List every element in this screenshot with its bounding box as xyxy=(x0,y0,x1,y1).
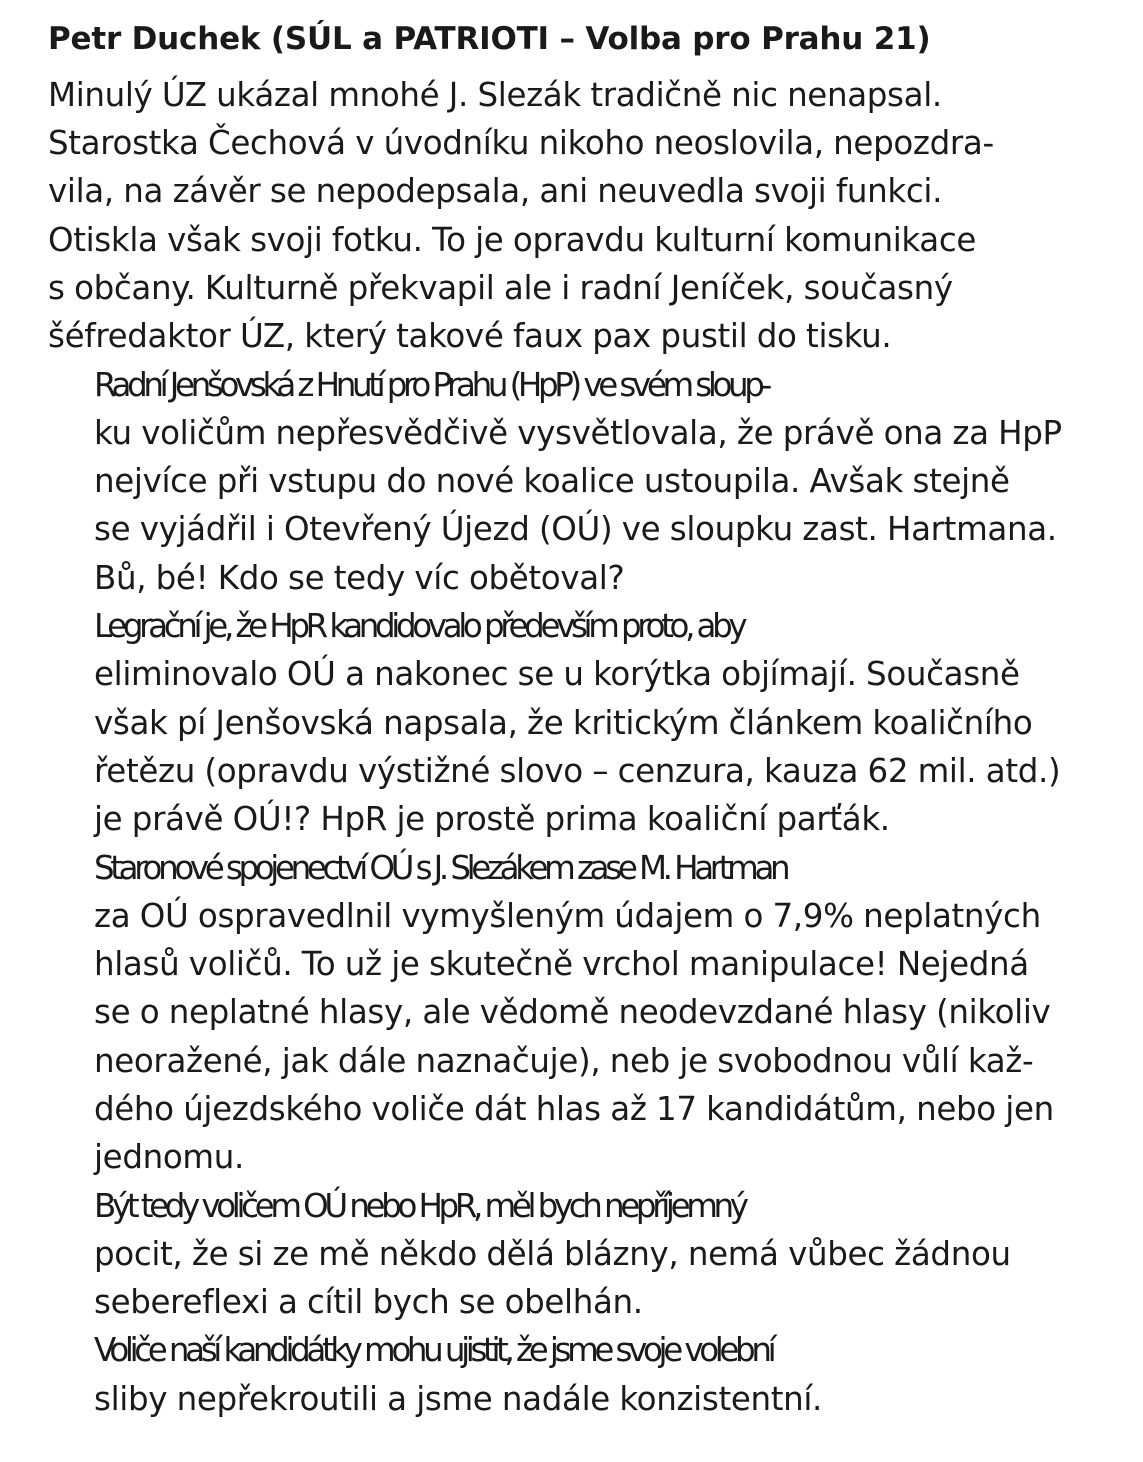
paragraph-line: jednomu. xyxy=(94,1138,244,1177)
paragraph-line: sliby nepřekroutili a jsme nadále konzistentní. xyxy=(94,1379,823,1418)
article-paragraph xyxy=(48,361,1118,602)
paragraph-line: Starostka Čechová v úvodníku nikoho neoslovila, nepozdra- xyxy=(48,124,994,163)
paragraph-line: eliminovalo OÚ a nakonec se u korýtka objímají. Současně xyxy=(94,655,1020,694)
paragraph-line: ku voličům nepřesvědčivě vysvětlovala, že právě ona za HpP xyxy=(94,413,1062,452)
article-paragraph xyxy=(48,844,1118,1182)
paragraph-line: však pí Jenšovská napsala, že kritickým článkem koaličního xyxy=(94,703,1033,742)
article xyxy=(48,20,1118,1423)
paragraph-line: řetězu (opravdu výstižné slovo – cenzura, kauza 62 mil. atd.) xyxy=(94,751,1061,790)
paragraph-line: dého újezdského voliče dát hlas až 17 kandidátům, nebo jen xyxy=(94,1089,1054,1128)
paragraph-line: Otiskla však svoji fotku. To je opravdu kulturní komunikace xyxy=(48,220,977,259)
paragraph-line: Bů, bé! Kdo se tedy víc obětoval? xyxy=(94,558,625,597)
article-paragraph xyxy=(48,1326,1118,1423)
paragraph-line: Radní Jenšovská z Hnutí pro Prahu (HpP) ve svém sloup- xyxy=(94,365,768,404)
article-paragraph xyxy=(48,602,1118,843)
paragraph-line: Minulý ÚZ ukázal mnohé J. Slezák tradičně nic nenapsal. xyxy=(48,75,942,114)
article-title: Petr Duchek (SÚL a PATRIOTI – Volba pro Prahu 21) xyxy=(48,21,931,57)
paragraph-line: se vyjádřil i Otevřený Újezd (OÚ) ve sloupku zast. Hartmana. xyxy=(94,510,1057,549)
paragraph-line: nejvíce při vstupu do nové koalice ustoupila. Avšak stejně xyxy=(94,462,1010,501)
paragraph-line: se o neplatné hlasy, ale vědomě neodevzdané hlasy (nikoliv xyxy=(94,993,1051,1032)
article-paragraph xyxy=(48,71,1118,361)
paragraph-line: pocit, že si ze mě někdo dělá blázny, nemá vůbec žádnou xyxy=(94,1234,1011,1273)
paragraph-line: šéfredaktor ÚZ, který takové faux pax pustil do tisku. xyxy=(48,317,892,356)
paragraph-line: Voliče naší kandidátky mohu ujistit, že jsme svoje volební xyxy=(94,1331,773,1370)
article-body xyxy=(48,71,1118,1423)
paragraph-line: za OÚ ospravedlnil vymyšleným údajem o 7,9% neplatných xyxy=(94,896,1041,935)
paragraph-line: sebereflexi a cítil bych se obelhán. xyxy=(94,1283,643,1322)
paragraph-line: vila, na závěr se nepodepsala, ani neuvedla svoji funkci. xyxy=(48,172,943,211)
paragraph-line: hlasů voličů. To už je skutečně vrchol manipulace! Nejedná xyxy=(94,945,1029,984)
paragraph-line: je právě OÚ!? HpR je prostě prima koaliční parťák. xyxy=(94,800,890,839)
paragraph-line: Legrační je, že HpR kandidovalo především proto, aby xyxy=(94,607,744,646)
paragraph-line: s občany. Kulturně překvapil ale i radní Jeníček, současný xyxy=(48,268,953,307)
article-paragraph xyxy=(48,1182,1118,1327)
paragraph-line: neoražené, jak dále naznačuje), neb je svobodnou vůlí kaž- xyxy=(94,1041,1034,1080)
paragraph-line: Být tedy voličem OÚ nebo HpR, měl bych nepříjemný xyxy=(94,1186,745,1225)
paragraph-line: Staronové spojenectví OÚ s J. Slezákem zase M. Hartman xyxy=(94,848,787,887)
